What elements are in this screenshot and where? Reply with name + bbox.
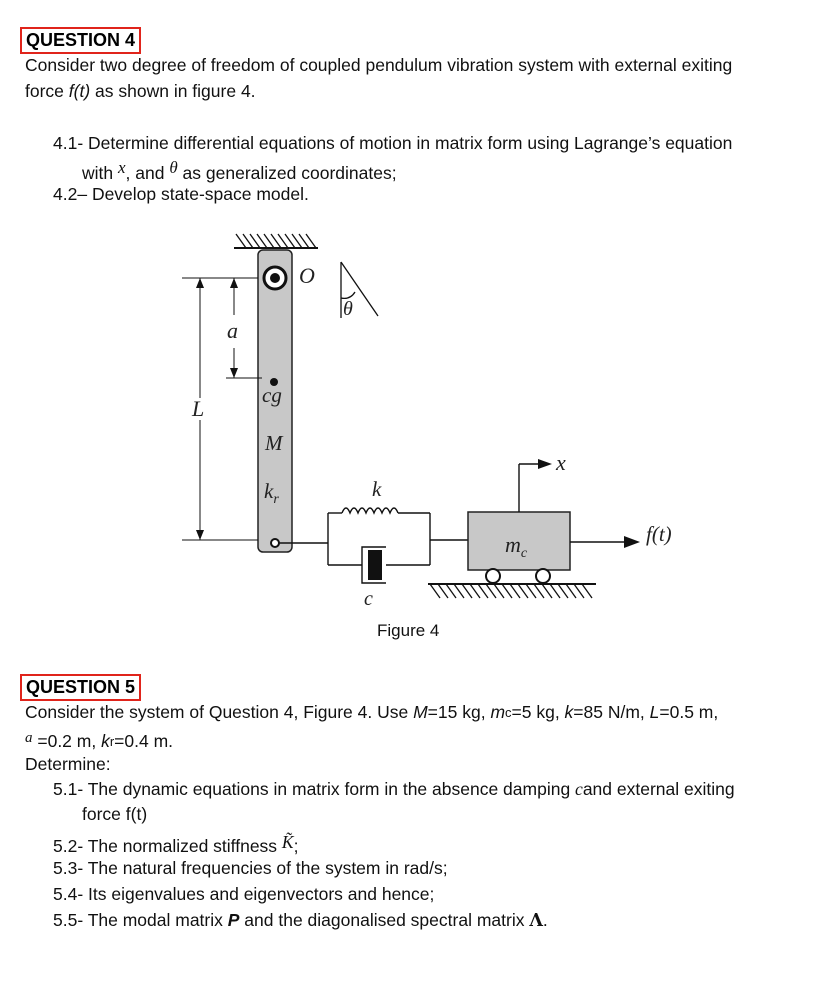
label-pivot-O: O [299,263,315,288]
ceiling-support [234,234,318,248]
label-cg: cg [262,383,282,407]
q5-determine: Determine: [25,754,111,774]
label-kr: $k_r$ [264,479,279,507]
label-spring-k: k [372,477,382,501]
label-theta: θ [343,298,353,320]
q5-item-5-4: 5.4- Its eigenvalues and eigenvectors and hence; [53,884,435,904]
label-L: L [192,396,205,421]
q4-intro-line2: force f(t) as shown in figure 4. [25,81,256,101]
label-x: x [556,450,566,475]
q4-item-4-1-line2: with x, and θ as generalized coordinates; [82,158,397,183]
question4-heading: QUESTION 4 [20,27,141,54]
figure-4-diagram [0,220,820,620]
label-a: a [227,318,238,343]
q5-intro-line2: a =0.2 m, $k_r=0.4$ m. [25,730,174,751]
q5-item-5-3: 5.3- The natural frequencies of the system in rad/s; [53,858,448,878]
label-M: M [265,431,283,455]
label-force: f(t) [646,522,672,546]
label-cart-mc: $m_c$ [505,532,528,561]
q4-item-4-1: 4.1- Determine differential equations of motion in matrix form using Lagrange’s equation [53,133,733,153]
q5-item-5-1: 5.1- The dynamic equations in matrix form in the absence damping cand external exiting [53,779,735,799]
q5-item-5-5: 5.5- The modal matrix P and the diagonalised spectral matrix Λ. [53,910,548,931]
q5-intro-line1: Consider the system of Question 4, Figure 4. Use M=15 kg, $m_c=5$ kg, k=85 N/m, L=0.5 m, [25,702,719,722]
displacement-arrow-x [519,464,540,512]
figure-caption: Figure 4 [377,621,440,640]
question5-heading: QUESTION 5 [20,674,141,701]
q5-item-5-2: 5.2- The normalized stiffness K̃; [53,832,299,856]
q5-item-5-1-line2: force f(t) [82,804,148,824]
ground-support [428,584,596,598]
q4-intro-line1: Consider two degree of freedom of coupled pendulum vibration system with external exiting [25,55,733,75]
q4-item-4-2: 4.2– Develop state-space model. [53,184,309,204]
label-damper-c: c [364,588,373,610]
